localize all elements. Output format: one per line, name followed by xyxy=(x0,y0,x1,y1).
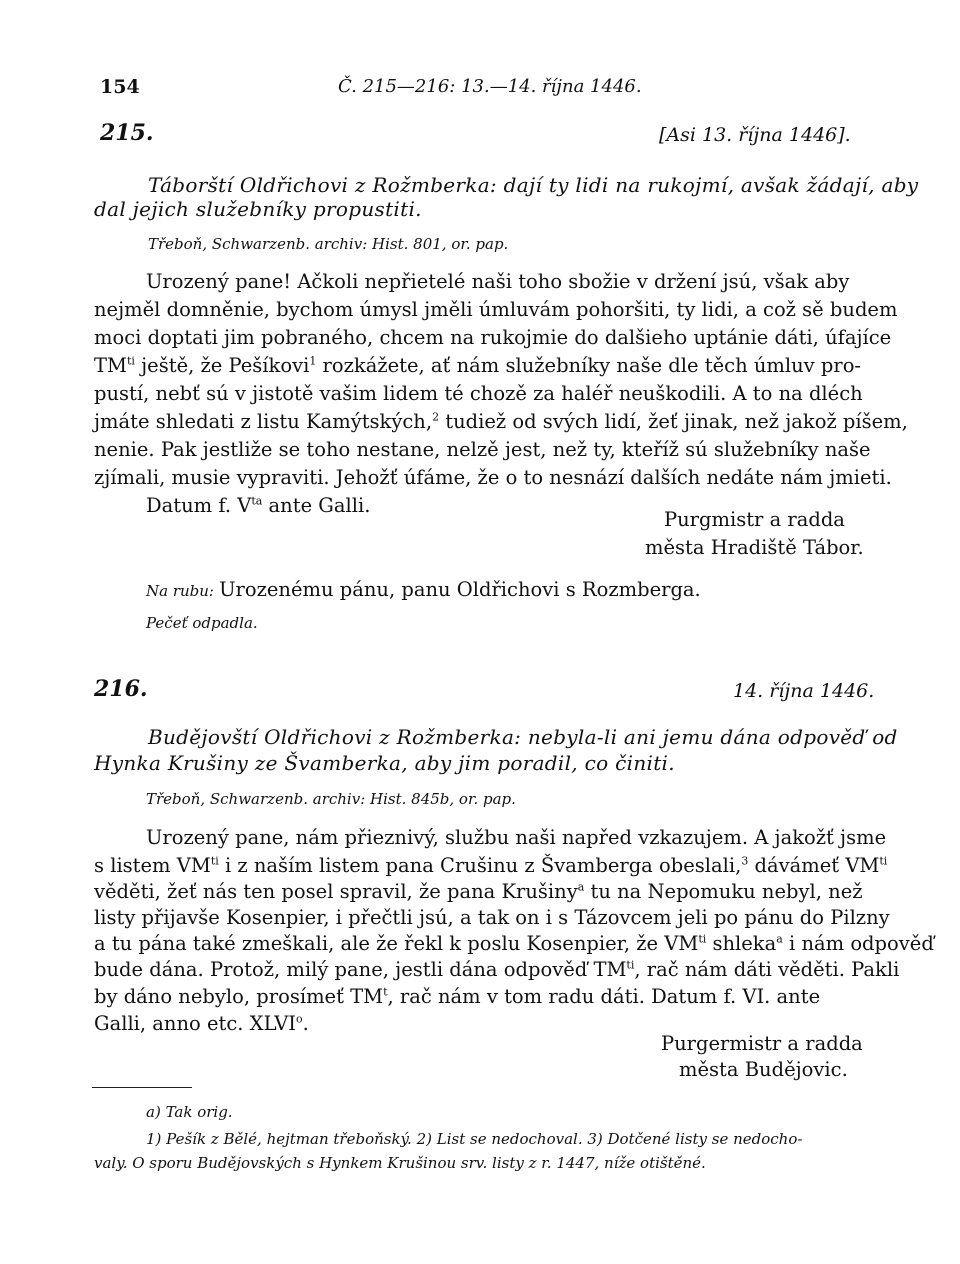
doc215-line: Datum f. $V^{ta}$ ante Galli. xyxy=(146,494,371,517)
superscript-mark: a xyxy=(776,932,783,946)
superscript-mark: ta xyxy=(251,494,263,508)
doc216-line: a tu pána také zmeškali, ale že řekl k poslu Kosenpier, že $VM^{ti}$ shleka$^a$ i nám odpověď xyxy=(94,932,934,955)
doc216-regest-line: Budějovští Oldřichovi z Rožmberka: nebyla-li ani jemu dána odpověď od xyxy=(148,725,898,749)
footnote-line: 1) Pešík z Bělé, hejtman třeboňský. 2) List se nedochoval. 3) Dotčené listy se nedocho- xyxy=(146,1130,803,1148)
doc215-source: Třeboň, Schwarzenb. archiv: Hist. 801, or. pap. xyxy=(148,235,509,253)
superscript-mark: ti xyxy=(126,354,135,368)
superscript-mark: 3 xyxy=(741,854,749,868)
doc216-line: Galli, anno etc. XLVI$^o$. xyxy=(94,1012,309,1035)
doc215-regest-line: dal jejich služebníky propustiti. xyxy=(94,197,422,221)
doc216-line: Urozený pane, nám přieznivý, službu naši napřed vzkazujem. A jakožť jsme xyxy=(146,826,887,849)
doc215-number: 215. xyxy=(100,120,154,146)
footnote-line: valy. O sporu Budějovských s Hynkem Krušinou srv. listy z r. 1447, níže otištěné. xyxy=(94,1154,706,1172)
doc215-line: zjímali, musie vypraviti. Jehožť úfáme, že o to nesnází dalších nedáte nám jmieti. xyxy=(94,466,892,489)
doc216-line: listy přijavše Kosenpier, i přečtli jsú, a tak on i s Tázovcem jeli po pánu do Pilzny xyxy=(94,906,890,929)
doc215-line: pustí, nebť sú v jistotě vašim lidem té chozě za haléř neuškodili. A to na dléch xyxy=(94,382,863,405)
doc215-line: $TM^{ti}$ ještě, že Pešíkovi$^1$ rozkážete, ať nám služebníky naše dle těch úmluv pro- xyxy=(94,354,862,377)
doc216-signature-line: města Budějovic. xyxy=(679,1058,848,1081)
superscript-mark: t xyxy=(383,985,388,999)
doc216-source: Třeboň, Schwarzenb. archiv: Hist. 845b, or. pap. xyxy=(146,790,516,808)
doc215-signature-line: Purgmistr a radda xyxy=(664,508,845,531)
doc215-signature-line: města Hradiště Tábor. xyxy=(645,536,864,559)
doc215-dorsal-note xyxy=(146,578,701,601)
superscript-mark: ti xyxy=(626,958,635,972)
running-head: Č. 215—216: 13.—14. října 1446. xyxy=(338,76,642,97)
superscript-mark: ti xyxy=(210,854,219,868)
doc215-date: [Asi 13. října 1446]. xyxy=(659,124,851,146)
doc215-line: jmáte shledati z listu Kamýtských,$^2$ tudiež od svých lidí, žeť jinak, než jakož píšem, xyxy=(94,410,908,433)
page-number: 154 xyxy=(100,76,140,98)
doc216-line: bude dána. Protož, milý pane, jestli dána odpověď $TM^{ti}$, rač nám dáti věděti. Pakli xyxy=(94,958,900,981)
superscript-mark: ti xyxy=(698,932,707,946)
doc215-line: moci doptati jim pobraného, chcem na rukojmie do dalšieho uptánie dáti, úfajíce xyxy=(94,326,892,349)
doc216-line: s listem $VM^{ti}$ i z naším listem pana Crušinu z Švamberga obeslali,$^3$ dávámeť $VM^{ti}$ xyxy=(94,854,888,877)
doc215-line: nejměl domněnie, bychom úmysl jměli úmluvám pohoršiti, ty lidi, a což sě budem xyxy=(94,298,898,321)
doc216-line: by dáno nebylo, prosímeť $TM^t$, rač nám v tom radu dáti. Datum f. VI. ante xyxy=(94,985,821,1008)
superscript-mark: o xyxy=(296,1012,303,1026)
superscript-mark: ti xyxy=(879,854,888,868)
dorsal-label: Na rubu: xyxy=(146,582,214,600)
doc215-seal-note: Pečeť odpadla. xyxy=(146,614,258,632)
doc216-date: 14. října 1446. xyxy=(733,680,875,702)
doc216-regest-line: Hynka Krušiny ze Švamberka, aby jim poradil, co činiti. xyxy=(94,751,675,775)
footnote-a: a) Tak orig. xyxy=(146,1103,233,1121)
doc215-line: Urozený pane! Ačkoli nepřietelé naši toho sbožie v držení jsú, však aby xyxy=(146,270,850,293)
superscript-mark: 2 xyxy=(432,410,440,424)
doc215-regest-line: Táborští Oldřichovi z Rožmberka: dají ty lidi na rukojmí, avšak žádají, aby xyxy=(148,173,919,197)
doc216-signature-line: Purgermistr a radda xyxy=(661,1032,863,1055)
superscript-mark: 1 xyxy=(309,354,317,368)
superscript-mark: a xyxy=(577,880,585,894)
dorsal-text: Urozenému pánu, panu Oldřichovi s Rozmberga. xyxy=(219,578,701,601)
doc215-line: nenie. Pak jestliže se toho nestane, nelzě jest, než ty, kteříž sú služebníky naše xyxy=(94,438,871,461)
footnote-rule xyxy=(92,1087,192,1088)
doc216-line: věděti, žeť nás ten posel spravil, že pana Krušiny$^a$ tu na Nepomuku nebyl, než xyxy=(94,880,863,903)
doc216-number: 216. xyxy=(94,676,148,702)
